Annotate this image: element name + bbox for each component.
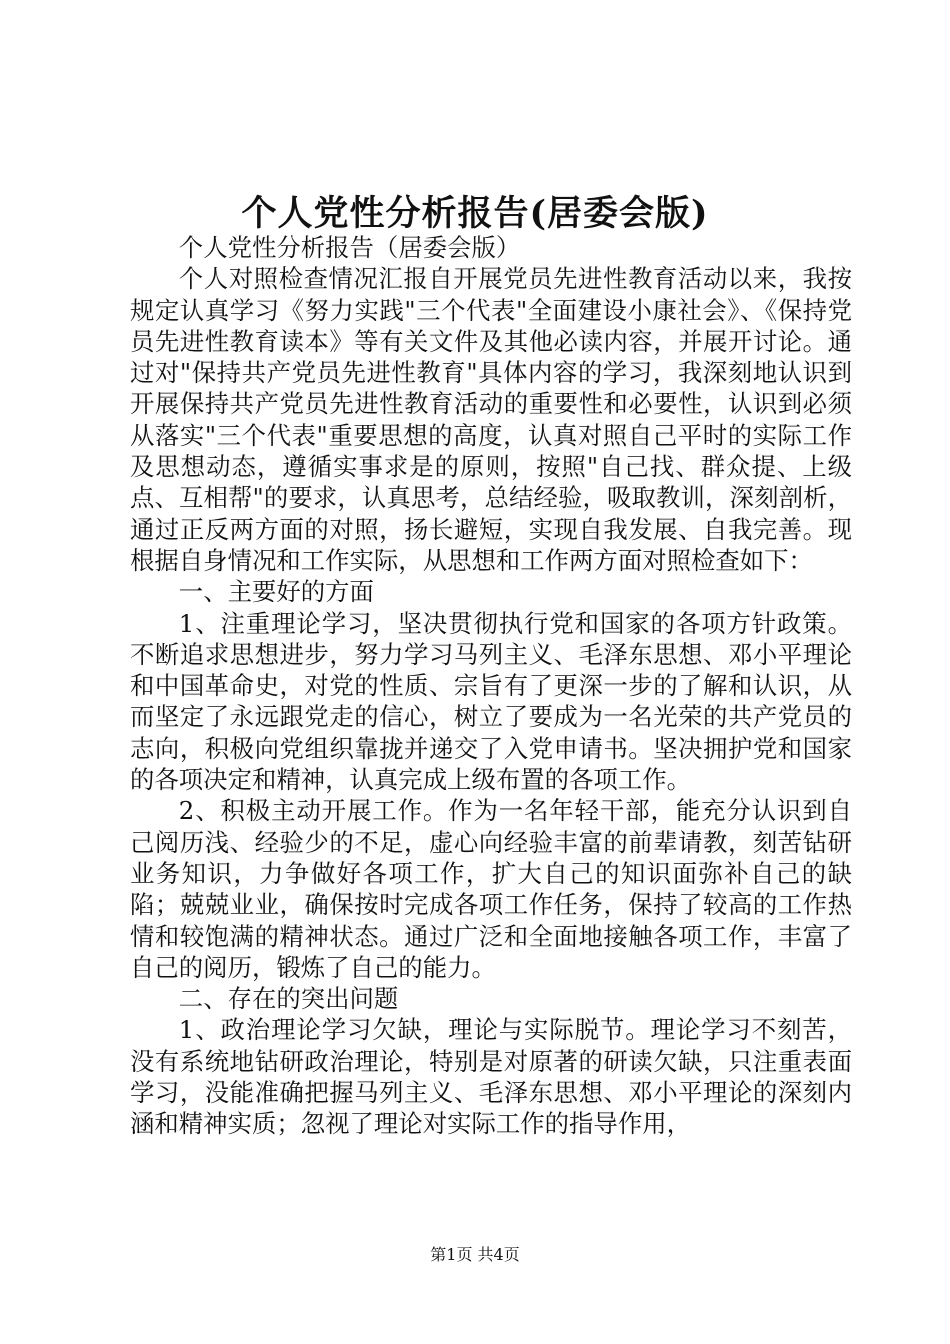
page-footer: 第1页 共4页 — [430, 1245, 520, 1264]
section-heading-strengths: 一、主要好的方面 — [178, 577, 374, 607]
strength-paragraph-2: 2、积极主动开展工作。作为一名年轻干部，能充分认识到自己阅历浅、经验少的不足，虚心向经验丰富的前辈请教，刻苦钻研业务知识，力争做好各项工作，扩大自己的知识面弥补自己的缺陷；兢兢业业，确保按时完成各项工作任务，保持了较高的工作热情和较饱满的精神状态。通过广泛和全面地接触各项工作，丰富了自己的阅历，锻炼了自己的能力。 — [130, 796, 852, 982]
subtitle-paragraph: 个人党性分析报告（居委会版） — [178, 233, 521, 262]
intro-paragraph: 个人对照检查情况汇报自开展党员先进性教育活动以来，我按规定认真学习《努力实践"三个代表"全面建设小康社会》、《保持党员先进性教育读本》等有关文件及其他必读内容，并展开讨论。通过对"保持共产党员先进性教育"具体内容的学习，我深刻地认识到开展保持共产党员先进性教育活动的重要性和必要性，认识到必须从落实"三个代表"重要思想的高度，认真对照自己平时的实际工作及思想动态，遵循实事求是的原则，按照"自己找、群众提、上级点、互相帮"的要求，认真思考，总结经验，吸取教训，深刻剖析，通过正反两方面的对照，扬长避短，实现自我发展、自我完善。现根据自身情况和工作实际，从思想和工作两方面对照检查如下： — [130, 264, 852, 575]
section-heading-problems: 二、存在的突出问题 — [178, 984, 399, 1014]
document-body — [130, 232, 852, 1140]
problem-paragraph-1: 1、政治理论学习欠缺，理论与实际脱节。理论学习不刻苦，没有系统地钻研政治理论，特别是对原著的研读欠缺，只注重表面学习，没能准确把握马列主义、毛泽东思想、邓小平理论的深刻内涵和精神实质；忽视了理论对实际工作的指导作用， — [130, 1015, 852, 1139]
document-title: 个人党性分析报告(居委会版) — [241, 193, 709, 234]
strength-paragraph-1: 1、注重理论学习，坚决贯彻执行党和国家的各项方针政策。不断追求思想进步，努力学习马列主义、毛泽东思想、邓小平理论和中国革命史，对党的性质、宗旨有了更深一步的了解和认识，从而坚定了永远跟党走的信心，树立了要成为一名光荣的共产党员的志向，积极向党组织靠拢并递交了入党申请书。坚决拥护党和国家的各项决定和精神，认真完成上级布置的各项工作。 — [130, 608, 852, 795]
